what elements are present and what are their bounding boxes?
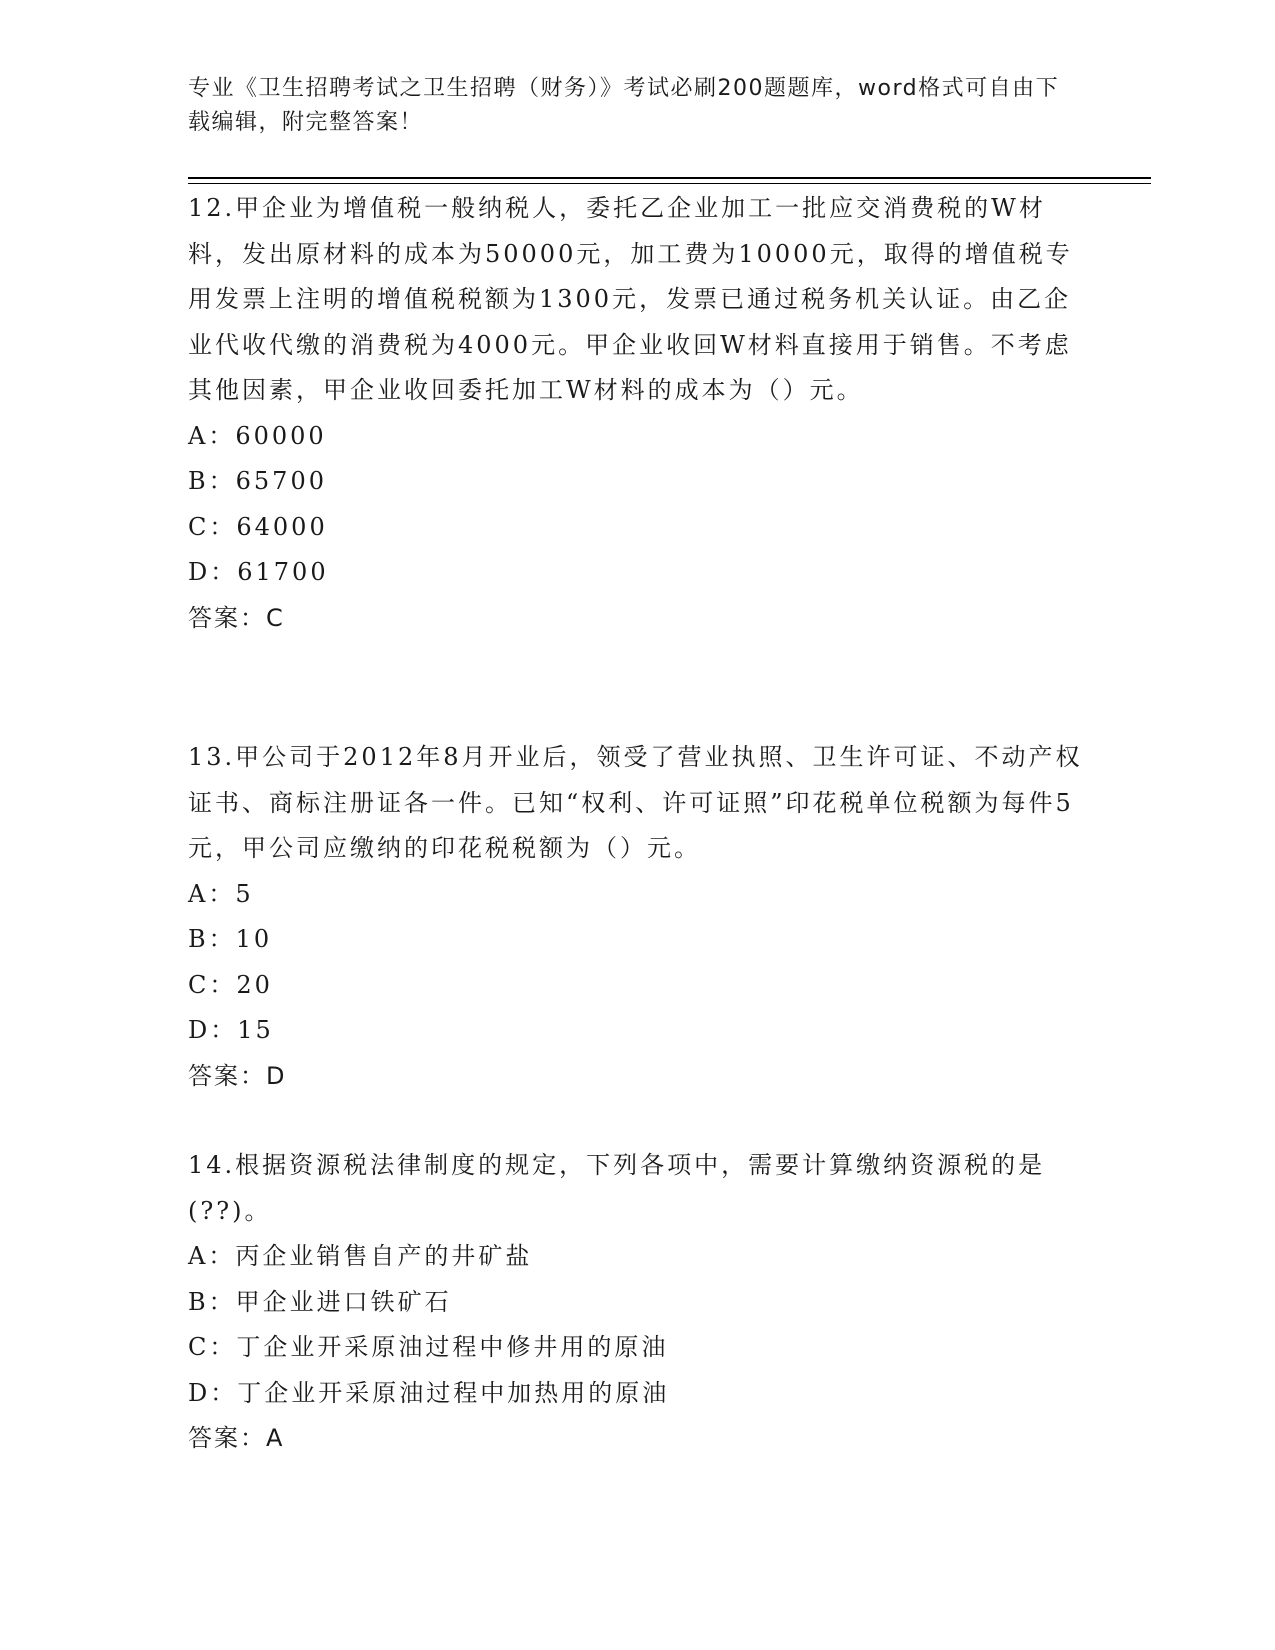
option-a: A：60000 xyxy=(188,421,327,450)
question-14 xyxy=(188,1143,1088,1462)
option-c: C：20 xyxy=(188,970,273,999)
option-b: B：甲企业进口铁矿石 xyxy=(188,1287,452,1316)
option-b: B：10 xyxy=(188,925,273,953)
document-header: 专业《卫生招聘考试之卫生招聘（财务）》考试必刷200题题库，word格式可自由下载编辑，附完整答案！ xyxy=(188,76,1060,135)
header-divider-thick xyxy=(188,177,1151,179)
answer: 答案：A xyxy=(188,1424,285,1452)
option-d: D：15 xyxy=(188,1016,274,1044)
option-a: A：5 xyxy=(188,879,254,908)
header-divider-thin xyxy=(188,183,1151,184)
option-d: D：61700 xyxy=(188,558,329,586)
option-b: B：65700 xyxy=(188,467,327,495)
question-13 xyxy=(188,735,1088,1099)
option-c: C：64000 xyxy=(188,512,328,541)
option-c: C：丁企业开采原油过程中修井用的原油 xyxy=(188,1333,669,1361)
answer: 答案：C xyxy=(188,603,285,632)
option-d: D：丁企业开采原油过程中加热用的原油 xyxy=(188,1378,670,1407)
question-text: 14.根据资源税法律制度的规定，下列各项中，需要计算缴纳资源税的是(??)。 xyxy=(188,1151,1046,1225)
question-12 xyxy=(188,186,1088,641)
question-text: 13.甲公司于2012年8月开业后，领受了营业执照、卫生许可证、不动产权证书、商标注册证各一件。已知“权利、许可证照”印花税单位税额为每件5元，甲公司应缴纳的印花税税额为（）元。 xyxy=(188,743,1083,862)
question-text: 12.甲企业为增值税一般纳税人，委托乙企业加工一批应交消费税的W材料，发出原材料的成本为50000元，加工费为10000元，取得的增值税专用发票上注明的增值税税额为1300元，发票已通过税务机关认证。由乙企业代收代缴的消费税为4000元。甲企业收回W材料直接用于销售。不考虑其他因素，甲企业收回委托加工W材料的成本为（）元。 xyxy=(188,194,1073,404)
option-a: A：丙企业销售自产的井矿盐 xyxy=(188,1242,533,1270)
answer: 答案：D xyxy=(188,1061,287,1090)
